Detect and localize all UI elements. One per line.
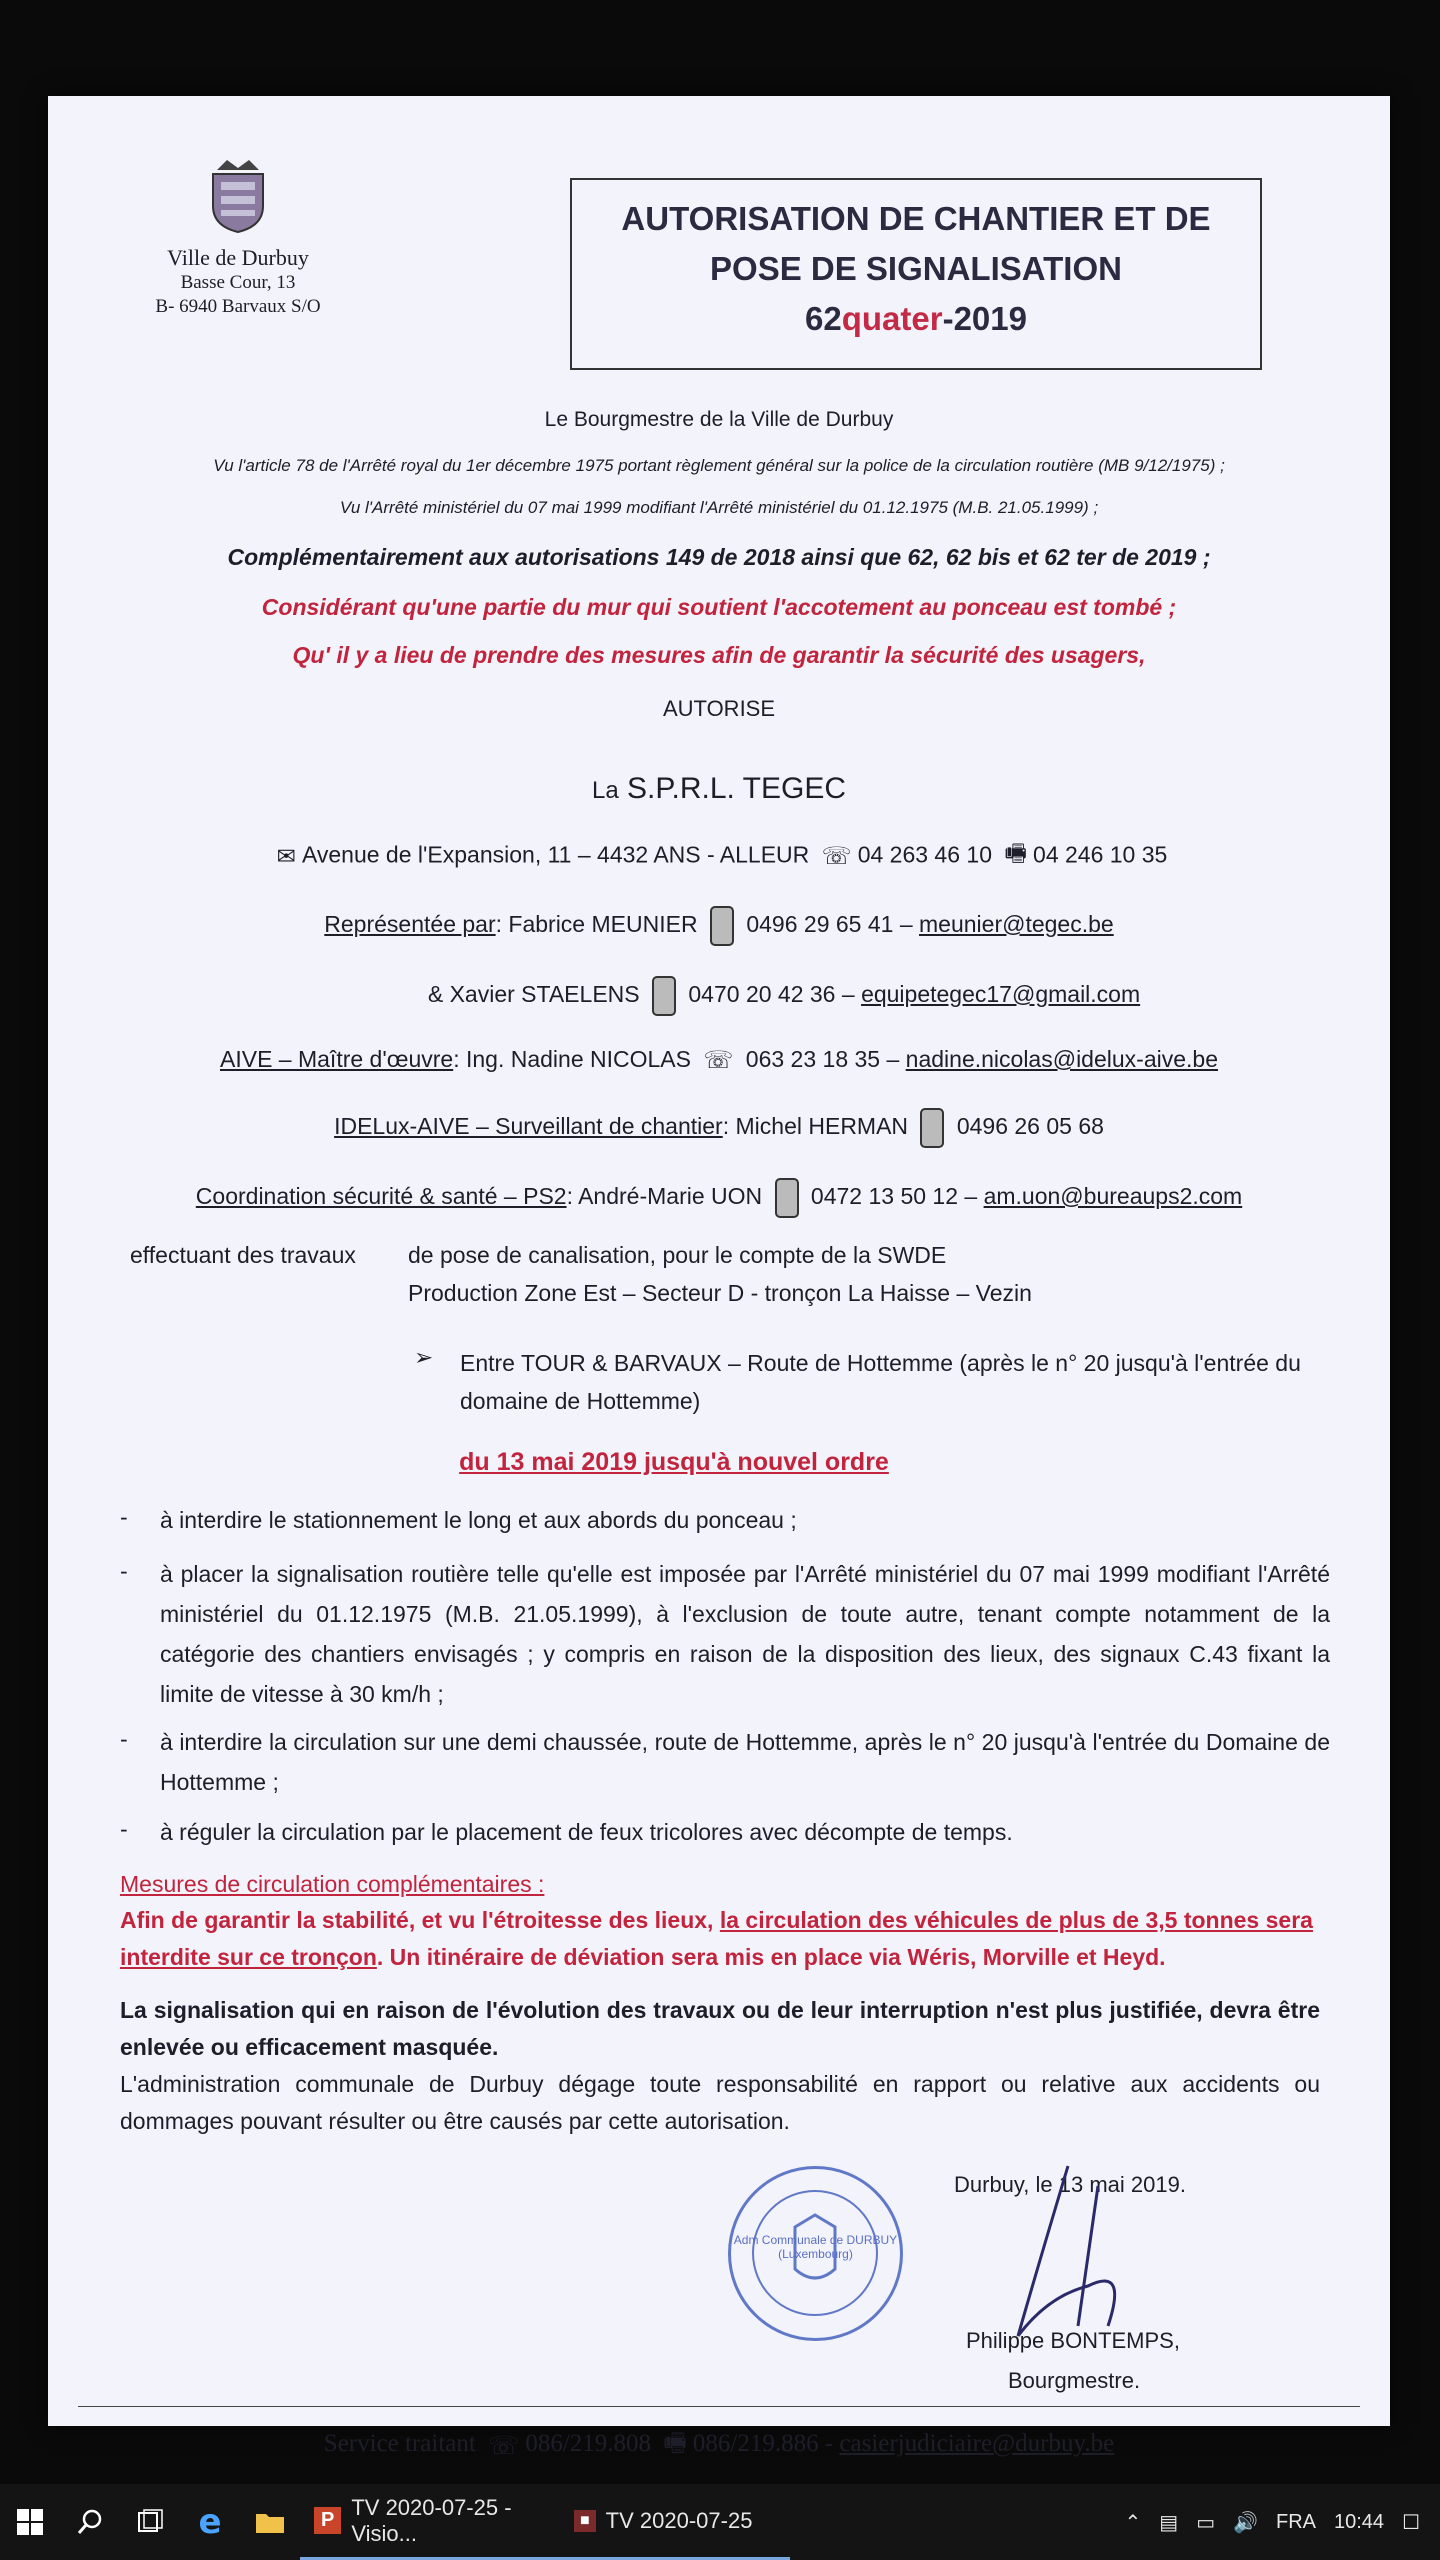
windows-taskbar bbox=[0, 2484, 1440, 2560]
title-number: 62quater-2019 bbox=[805, 300, 1027, 337]
town-name: Ville de Durbuy bbox=[167, 245, 309, 270]
works-description-1: de pose de canalisation, pour le compte de la SWDE bbox=[408, 1242, 947, 1268]
extra-measures-text: Afin de garantir la stabilité, et vu l'étroitesse des lieux, la circulation des véhicules de plus de 3,5 tonnes sera interdite sur ce tronçon. Un itinéraire de déviation sera mis en place via Wéris, Morville et Heyd. bbox=[120, 1907, 1313, 1970]
windows-logo-icon bbox=[17, 2509, 43, 2535]
signer-name: Philippe BONTEMPS, bbox=[966, 2328, 1180, 2353]
consideration-1: Vu l'article 78 de l'Arrêté royal du 1er décembre 1975 portant règlement général sur la police de la circulation routière (MB 9/12/1975) ; bbox=[213, 456, 1225, 475]
taskbar-app-video[interactable] bbox=[560, 2484, 790, 2560]
mail-icon: ✉ bbox=[276, 843, 296, 869]
document-title-box bbox=[570, 178, 1262, 370]
mobile-phone-icon bbox=[920, 1108, 944, 1148]
volume-icon[interactable]: 🔊 bbox=[1233, 2511, 1258, 2534]
company-address-row: ✉ Avenue de l'Expansion, 11 – 4432 ANS - ALLEUR ☏ 04 263 46 10 🖷 04 246 10 35 bbox=[48, 836, 1390, 877]
town-address-line2: B- 6940 Barvaux S/O bbox=[155, 296, 321, 317]
instruction-item-4: à réguler la circulation par le placement de feux tricolores avec décompte de temps. bbox=[160, 1819, 1013, 1845]
contact-row-1: Représentée par: Fabrice MEUNIER 0496 29 65 41 – meunier@tegec.be bbox=[48, 906, 1390, 946]
scanned-document bbox=[48, 96, 1390, 2460]
taskbar-app-label: TV 2020-07-25 bbox=[605, 2507, 753, 2533]
instruction-item-1: à interdire le stationnement le long et aux abords du ponceau ; bbox=[160, 1507, 797, 1533]
instruction-item-2: à placer la signalisation routière telle qu'elle est imposée par l'Arrêté ministériel du 07 mai 1999 modifiant l'Arrêté ministériel du 01.12.1975 (M.B. 21.05.1999), à l'exclusion de toute autre, tenant compte notamment de la catégorie des chantiers envisagés ; y compris en raison de la disposition des lieux, des signaux C.43 fixant la limite de vitesse à 30 km/h ; bbox=[160, 1561, 1330, 1707]
search-button[interactable] bbox=[60, 2484, 120, 2560]
notifications-icon[interactable]: ☐ bbox=[1402, 2511, 1420, 2534]
handwritten-signature-icon bbox=[978, 2146, 1178, 2356]
town-address-line1: Basse Cour, 13 bbox=[180, 272, 296, 293]
arrow-bullet-icon: ➢ bbox=[414, 1344, 434, 1370]
telephone-icon: ☏ bbox=[821, 843, 852, 870]
footer-service-line: Service traitant ☏ 086/219.808 🖷 086/219.886 - casierjudiciaire@durbuy.be bbox=[48, 2424, 1390, 2467]
complement-text: Complémentairement aux autorisations 149 de 2018 ainsi que 62, 62 bis et 62 ter de 2019 ; bbox=[227, 544, 1211, 570]
municipality-header bbox=[128, 156, 348, 319]
stamp-text: Adm Communale de DURBUY (Luxembourg) bbox=[733, 2233, 898, 2261]
start-button[interactable] bbox=[0, 2484, 60, 2560]
mobile-phone-icon bbox=[710, 906, 734, 946]
taskbar-app-powerpoint[interactable] bbox=[300, 2484, 560, 2560]
municipal-stamp bbox=[728, 2166, 903, 2341]
considering-text: Considérant qu'une partie du mur qui soutient l'accotement au ponceau est tombé ; bbox=[261, 594, 1177, 620]
folder-icon bbox=[255, 2510, 285, 2534]
authorizes-label: AUTORISE bbox=[662, 696, 776, 721]
contact-row-2: & Xavier STAELENS 0470 20 42 36 – equipetegec17@gmail.com bbox=[48, 976, 1390, 1016]
period-text: du 13 mai 2019 jusqu'à nouvel ordre bbox=[459, 1448, 889, 1476]
network-icon[interactable]: ▭ bbox=[1196, 2511, 1216, 2534]
liability-text: L'administration communale de Durbuy dégage toute responsabilité en rapport ou relative aux accidents ou dommages pouvant résulter ou être causés par cette autorisation. bbox=[120, 2071, 1320, 2134]
bullet-dash: - bbox=[120, 1816, 128, 1842]
mobile-phone-icon bbox=[775, 1178, 799, 1218]
footer-divider bbox=[78, 2406, 1360, 2407]
powerpoint-icon: P bbox=[314, 2507, 341, 2534]
fax-icon: 🖷 bbox=[663, 2430, 687, 2457]
instruction-item-3: à interdire la circulation sur une demi chaussée, route de Hottemme, après le n° 20 jusqu'à l'entrée du Domaine de Hottemme ; bbox=[160, 1729, 1330, 1795]
title-line2: POSE DE SIGNALISATION bbox=[710, 250, 1122, 287]
measures-needed-text: Qu' il y a lieu de prendre des mesures afin de garantir la sécurité des usagers, bbox=[292, 642, 1146, 668]
fax-icon: 🖷 bbox=[1004, 840, 1028, 867]
file-explorer-button[interactable] bbox=[240, 2484, 300, 2560]
bullet-dash: - bbox=[120, 1558, 128, 1584]
video-app-icon: ■ bbox=[574, 2510, 596, 2532]
chevron-up-icon[interactable]: ⌃ bbox=[1124, 2511, 1142, 2534]
signer-title: Bourgmestre. bbox=[1008, 2368, 1141, 2393]
language-indicator[interactable]: FRA bbox=[1276, 2510, 1316, 2533]
contact-row-5: Coordination sécurité & santé – PS2: André-Marie UON 0472 13 50 12 – am.uon@bureaups2.com bbox=[48, 1178, 1390, 1218]
telephone-icon: ☏ bbox=[488, 2432, 520, 2460]
edge-browser-button[interactable] bbox=[180, 2484, 240, 2560]
extra-measures-title: Mesures de circulation complémentaires : bbox=[120, 1871, 545, 1897]
edge-icon: e bbox=[198, 2502, 222, 2542]
mobile-phone-icon bbox=[652, 976, 676, 1016]
taskbar-app-label: TV 2020-07-25 - Visio... bbox=[351, 2494, 512, 2546]
system-tray bbox=[1125, 2510, 1440, 2535]
date-place: Durbuy, le 13 mai 2019. bbox=[954, 2172, 1186, 2197]
battery-icon[interactable]: ▤ bbox=[1159, 2511, 1179, 2534]
bullet-dash: - bbox=[120, 1504, 128, 1530]
clock[interactable]: 10:44 bbox=[1334, 2510, 1385, 2533]
works-description-2: Production Zone Est – Secteur D - tronçon La Haisse – Vezin bbox=[408, 1280, 1032, 1306]
telephone-icon: ☏ bbox=[703, 1047, 734, 1075]
task-view-button[interactable] bbox=[120, 2484, 180, 2560]
signage-note: La signalisation qui en raison de l'évolution des travaux ou de leur interruption n'est plus justifiée, devra être enlevée ou efficacement masquée. bbox=[120, 1997, 1320, 2060]
coat-of-arms-icon bbox=[207, 156, 269, 234]
contact-row-4: IDELux-AIVE – Surveillant de chantier: Michel HERMAN 0496 26 05 68 bbox=[48, 1108, 1390, 1148]
search-icon bbox=[77, 2509, 103, 2535]
works-label: effectuant des travaux bbox=[130, 1242, 356, 1268]
task-view-icon bbox=[136, 2509, 164, 2535]
location-text: Entre TOUR & BARVAUX – Route de Hottemme (après le n° 20 jusqu'à l'entrée du domaine de Hottemme) bbox=[460, 1350, 1301, 1414]
bullet-dash: - bbox=[120, 1726, 128, 1752]
contact-row-3: AIVE – Maître d'œuvre: Ing. Nadine NICOLAS ☏ 063 23 18 35 – nadine.nicolas@idelux-aive.be bbox=[220, 1046, 1218, 1075]
title-line1: AUTORISATION DE CHANTIER ET DE bbox=[621, 200, 1211, 237]
company-name: La S.P.R.L. TEGEC bbox=[591, 772, 847, 805]
authority: Le Bourgmestre de la Ville de Durbuy bbox=[544, 408, 894, 431]
consideration-2: Vu l'Arrêté ministériel du 07 mai 1999 modifiant l'Arrêté ministériel du 01.12.1975 (M.B. 21.05.1999) ; bbox=[339, 498, 1099, 517]
